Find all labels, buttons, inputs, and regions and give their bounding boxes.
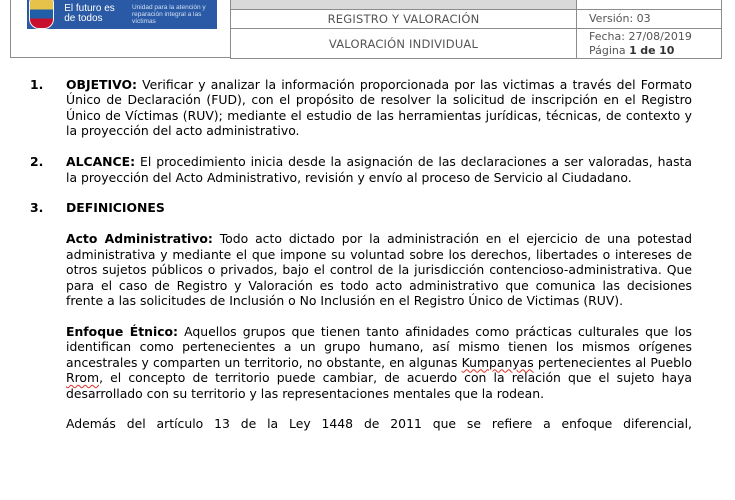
paragraph-ley-1448: Además del artículo 13 de la Ley 1448 de 2011 que se refiere a enfoque diferencial, [66,416,692,432]
page-indicator [577,44,721,58]
page-label: Página [589,44,626,57]
page-number: 1 [629,44,637,57]
page-of: de [640,44,656,57]
section-text: Verificar y analizar la información proporcionada por las victimas a través del Formato Único de Declaración (FUD), con el propósito de resolver la solicitud de inscripción en el Registro Único de Víctimas (RUV); mediante el estudio de las herramientas jurídicas, técnicas, de contexto y la proyección del acto administrativo. [66,77,692,139]
page-total: 10 [659,44,675,57]
logo-cell [10,0,231,58]
definition-text-part: Aquellos grupos que tienen tanto afinidades como prácticas culturales que los identifican como pertenecientes a un grupo humano, así mismo tienen los mismos orígenes ancestrales y comparten un territorio, no obstante, en algunas [66,323,692,370]
definition-text: Todo acto dictado por la administración en el ejercicio de una potestad administrativa y mediante el que impone su voluntad sobre los derechos, libertades o intereses de otros sujetos públicos o privados, bajo el control de la jurisdicción contencioso-administrativa. Que para el caso de Registro y Valoración es todo acto administrativo que comunica las decisiones frente a las solicitudes de Inclusión o No Inclusión en el Registro Único de Victimas (RUV). [66,231,692,308]
process-cell [230,9,577,29]
definition-text-part: , el concepto de territorio puede cambiar, de acuerdo con la relación que el sujeto haya desarrollado con su territorio y las representaciones mentales que la rodean. [66,370,692,401]
version-text: Versión: 03 [589,12,651,25]
date-page-cell [576,28,722,59]
section-number: 1. [30,77,44,92]
institution-logo [27,0,217,29]
section-text: El procedimiento inicia desde la asignación de las declaraciones a ser valoradas, hasta la proyección del Acto Administrativo, revisión y envío al proceso de Servicio al Ciudadano. [66,154,692,185]
coat-of-arms-icon [29,0,54,29]
spellcheck-word: Kumpanyas [461,354,534,370]
document-body [30,77,692,447]
section-paragraph [66,154,692,185]
definition-acto-administrativo [66,231,692,308]
section-title: OBJETIVO: [66,77,137,92]
definition-text-part: pertenecientes al Pueblo [533,354,692,370]
spellcheck-word: Rrom [66,370,100,386]
definition-enfoque-etnico [66,324,692,401]
definition-term: Enfoque Étnico: [66,323,179,339]
process-name: REGISTRO Y VALORACIÓN [327,12,480,26]
section-alcance [30,154,692,185]
logo-unit-name: Unidad para la atención y reparación integral a las víctimas [131,3,206,25]
date-text: Fecha: 27/08/2019 [589,30,692,43]
logo-slogan: El futuro es de todos [64,3,115,24]
section-title: DEFINICIONES [66,200,165,216]
section-title: ALCANCE: [66,154,136,170]
procedure-name: VALORACIÓN INDIVIDUAL [328,36,479,51]
section-objetivo [30,77,692,139]
definitions-list [66,231,692,431]
procedure-cell [230,28,577,59]
version-cell [576,9,722,29]
section-paragraph [66,77,692,139]
section-number: 3. [30,200,44,216]
section-definiciones [30,200,692,431]
document-header [10,0,722,58]
section-number: 2. [30,154,44,170]
definition-term: Acto Administrativo: [66,231,213,247]
